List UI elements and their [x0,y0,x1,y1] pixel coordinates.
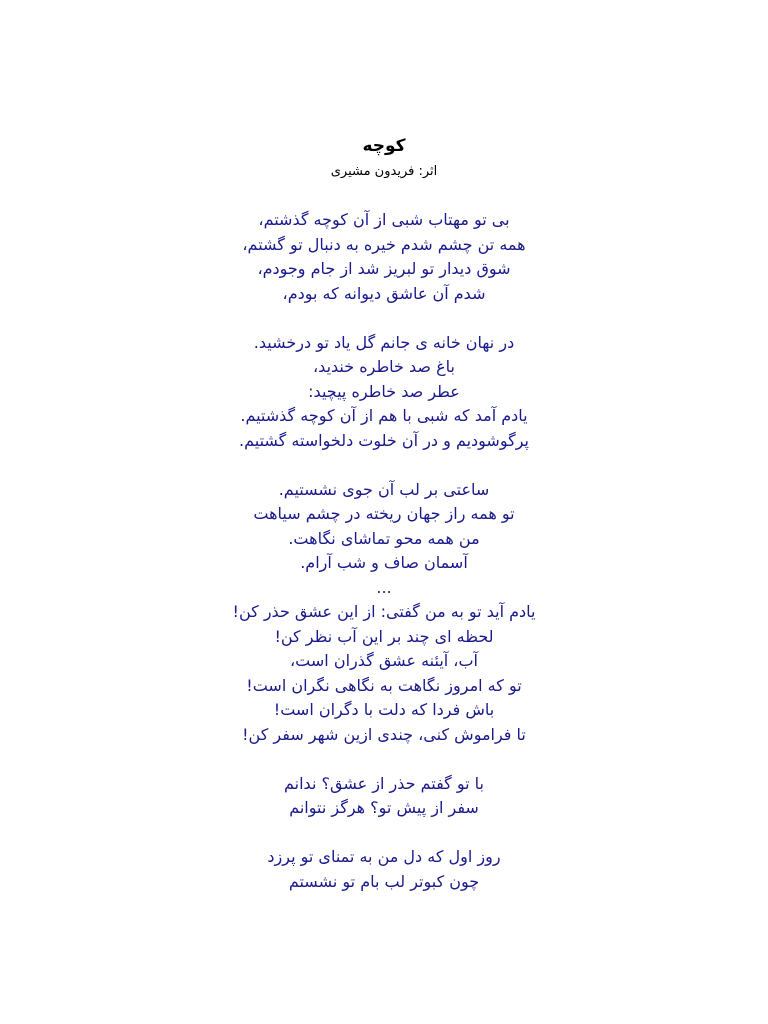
poem-title: کوچه [362,136,406,156]
poem-line: شدم آن عاشق دیوانه که بودم، [282,283,486,303]
stanza [0,845,768,894]
poem-line: ساعتی بر لب آن جوی نشستیم. [278,479,490,499]
stanza [0,478,768,748]
poem-line: باش فردا که دلت با دگران است! [273,700,495,719]
poem-line: لحظه ای چند بر این آب نظر کن! [274,626,494,646]
poem-line: ... [376,577,392,597]
poem-line: باغ صد خاطره خندید، [313,357,455,376]
poem-line: روز اول که دل من به تمنای تو پرزد [267,847,501,866]
poem-line: بی تو مهتاب شبی از آن کوچه گذشتم، [258,210,510,229]
stanza [0,208,768,306]
poem-line: عطر صد خاطره پیچید: [308,381,460,401]
stanza [0,772,768,821]
poem-line: پرگوشودیم و در آن خلوت دلخواسته گشتیم. [239,430,529,450]
poem-line: تا فراموش کنی، چندی ازین شهر سفر کن! [242,724,526,744]
poem-line: شوق دیدار تو لبریز شد از جام وجودم، [257,259,511,278]
poem-body [0,208,768,919]
poem-author: اثر: فریدون مشیری [330,164,438,179]
poem-line: من همه محو تماشای نگاهت. [288,528,480,548]
poem-line: تو که امروز نگاهت به نگاهی نگران است! [246,675,522,695]
poem-line: در نهان خانه ی جانم گل یاد تو درخشید. [253,332,515,352]
poem-line: چون کبوتر لب بام تو نشستم [288,871,480,891]
poem-line: همه تن چشم شدم خیره به دنبال تو گشتم، [242,234,526,254]
poem-line: سفر از پیش تو؟ هرگز نتوانم [289,798,479,817]
poem-line: با تو گفتم حذر از عشق؟ ندانم [284,773,484,793]
poem-line: یادم آید تو به من گفتی: از این عشق حذر کن! [232,602,536,621]
poem-line: آسمان صاف و شب آرام. [300,553,468,572]
stanza [0,331,768,454]
poem-line: تو همه راز جهان ریخته در چشم سیاهت [253,504,515,523]
poem-line: یادم آمد که شبی با هم از آن کوچه گذشتیم. [240,406,528,425]
poem-line: آب، آیئنه عشق گذران است، [290,651,478,670]
